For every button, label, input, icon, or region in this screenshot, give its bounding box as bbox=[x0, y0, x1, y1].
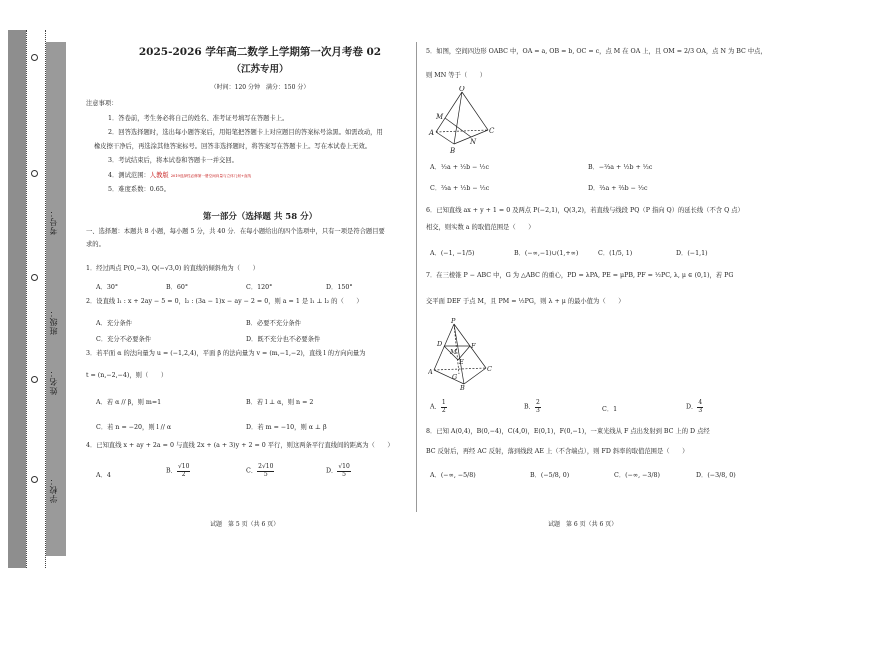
label-d: D bbox=[437, 340, 443, 348]
question-6b: 相交，则实数 a 的取值范围是（ ） bbox=[426, 224, 535, 231]
q4-option-c: C． $\frac{2√10}{5}$ bbox=[246, 463, 274, 478]
edge-oc bbox=[462, 92, 488, 130]
edge-ab bbox=[434, 370, 464, 384]
q6-option-b: B．(−∞,−1)∪(1,+∞) bbox=[514, 250, 579, 257]
q5-option-a: A．½a + ½b − ½c bbox=[430, 164, 490, 171]
q3-option-a: A．若 α // β，则 m=1 bbox=[96, 399, 162, 406]
label-a: A bbox=[429, 129, 435, 137]
frac-den: 2 bbox=[441, 406, 446, 414]
binding-strip-gray bbox=[8, 30, 26, 568]
question-5: 5．如图，空间四边形 OABC 中，OA = a, OB = b, OC = c，点 M 在 OA 上，且 OM = 2/3 OA，点 N 为 BC 中点， bbox=[426, 48, 767, 55]
label-m: M bbox=[436, 113, 444, 121]
binding-label-banji: 班级： bbox=[49, 308, 58, 335]
label-e: E bbox=[459, 358, 464, 366]
edge-ob bbox=[454, 92, 462, 144]
section1-intro bbox=[86, 228, 412, 249]
notes-heading: 注意事项： bbox=[86, 100, 118, 107]
frac bbox=[697, 400, 703, 414]
q6-option-a: A．(−1, −1/5) bbox=[430, 250, 475, 257]
label-g: G bbox=[452, 373, 458, 381]
q7-option-b bbox=[524, 400, 541, 414]
label-a: A bbox=[428, 368, 433, 376]
frac-num: 1 bbox=[441, 399, 446, 406]
frac-den: 5 bbox=[263, 470, 268, 478]
q7-option-d bbox=[686, 400, 703, 414]
binding-label-xuexiao: 学校： bbox=[49, 476, 58, 503]
exam-title: 2025-2026 学年高二数学上学期第一次月考卷 02 bbox=[138, 46, 382, 58]
q1-option-a: A．30° bbox=[96, 284, 119, 291]
frac-num: √10 bbox=[177, 463, 190, 470]
label-c: C bbox=[489, 127, 495, 135]
label-b: B bbox=[460, 384, 465, 390]
question-4: 4．已知直线 x + ay + 2a = 0 与直线 2x + (a + 3)y + 2 = 0 平行，则这两条平行直线间的距离为（ ） bbox=[86, 442, 394, 449]
q1-option-d: D．150° bbox=[326, 284, 353, 291]
q7-option-a-label: A． bbox=[430, 403, 441, 411]
note-2: 2．回答选择题时，选出每小题答案后，用铅笔把答题卡上对应题目的答案标号涂黑。如需改动，用 bbox=[108, 129, 383, 136]
frac-den: 2 bbox=[181, 470, 186, 478]
q2-option-c: C．充分不必要条件 bbox=[96, 336, 152, 343]
q7-option-b-label: B． bbox=[524, 403, 535, 411]
edge-ab bbox=[436, 132, 454, 144]
tetrahedron-figure-1 bbox=[428, 86, 500, 156]
label-f: F bbox=[471, 342, 476, 350]
binding-hole bbox=[31, 274, 38, 281]
q2-option-d: D．既不充分也不必要条件 bbox=[246, 336, 321, 343]
frac-den: 5 bbox=[342, 470, 346, 478]
frac bbox=[257, 464, 274, 478]
note-4-label: 4．测试范围： bbox=[108, 171, 150, 179]
part1-title: 第一部分（选择题 共 58 分） bbox=[202, 212, 318, 222]
q2-option-a: A．充分条件 bbox=[96, 320, 133, 327]
exam-meta: （时间：120 分钟 满分：150 分） bbox=[210, 84, 310, 91]
note-5: 5．难度系数：0.65。 bbox=[108, 186, 171, 193]
section1-intro-line2: 求的。 bbox=[86, 240, 105, 248]
q4-option-d: D． $\frac{√10}{5}$ bbox=[326, 463, 350, 478]
binding-hole bbox=[31, 54, 38, 61]
note-4-red: 人教版 bbox=[149, 171, 169, 179]
question-2: 2．设直线 l₁ : x + 2ay − 5 = 0，l₂ : (3a − 1)x − ay − 2 = 0，则 a = 1 是 l₁ ⊥ l₂ 的（ ） bbox=[86, 298, 363, 305]
edge-oa bbox=[436, 92, 462, 132]
q8-option-c: C．(−∞, −3/8) bbox=[614, 472, 660, 479]
q5-option-d: D．⅔a + ⅔b − ½c bbox=[588, 185, 648, 192]
label-c: C bbox=[487, 365, 492, 373]
q6-option-c: C．(1/5, 1) bbox=[598, 250, 633, 257]
notes-block bbox=[86, 100, 408, 195]
question-8: 8．已知 A(0,4)，B(0,−4)，C(4,0)，E(0,1)，F(0,−1)，一束光线从 F 点出发射到 BC 上的 D 点经 bbox=[426, 428, 710, 435]
edge-bc bbox=[464, 368, 486, 384]
frac-den: 3 bbox=[535, 406, 540, 414]
segment-mn bbox=[445, 118, 471, 137]
label-m: M bbox=[450, 348, 457, 356]
label-b: B bbox=[450, 147, 456, 155]
section1-intro-line1: 一、选择题：本题共 8 小题，每小题 5 分，共 40 分．在每小题给出的四个选项中，只有一项是符合题目要 bbox=[86, 228, 385, 235]
note-3: 3．考试结束后，将本试卷和答题卡一并交回。 bbox=[108, 157, 238, 164]
note-4-tail: 2019选择性必修第一册空间向量与立体几何+直线 bbox=[170, 173, 252, 178]
q1-option-b: B．60° bbox=[166, 284, 189, 291]
q7-option-c: C．1 bbox=[602, 406, 618, 413]
q4-option-b: B． $\frac{√10}{2}$ bbox=[166, 463, 190, 478]
left-footer: 试题 第 5 页（共 6 页） bbox=[210, 521, 280, 528]
q7-option-d-label: D． bbox=[686, 403, 698, 411]
q3-option-c: C．若 n = −20，则 l // α bbox=[96, 424, 172, 431]
q4-option-a: A．4 bbox=[96, 472, 111, 479]
right-footer: 试题 第 6 页（共 6 页） bbox=[548, 521, 618, 528]
tetrahedron-figure-2 bbox=[428, 318, 494, 390]
question-8b: BC 反射后，再经 AC 反射，落到线段 AE 上（不含端点），则 FD 斜率的取值范围是（ ） bbox=[426, 448, 689, 455]
frac-num: 4 bbox=[698, 399, 703, 406]
note-2b: 橡皮擦干净后，再选涂其他答案标号。回答非选择题时，将答案写在答题卡上。写在本试卷上无效。 bbox=[94, 142, 372, 150]
binding-hole bbox=[31, 170, 38, 177]
label-n: N bbox=[470, 138, 477, 146]
binding-strip bbox=[4, 30, 66, 568]
label-o: O bbox=[459, 86, 465, 93]
q1-option-c: C．120° bbox=[246, 284, 273, 291]
q8-option-a: A．(−∞, −5/8) bbox=[430, 472, 476, 479]
frac bbox=[535, 400, 541, 414]
q6-option-d: D．(−1,1) bbox=[676, 250, 708, 257]
question-3b: t = (n,−2,−4)，则（ ） bbox=[86, 372, 168, 379]
question-5b: 则 MN 等于（ ） bbox=[426, 72, 487, 79]
q3-option-d: D．若 m = −10，则 α ⊥ β bbox=[246, 424, 327, 431]
binding-label-xingming: 姓名： bbox=[49, 368, 58, 395]
q8-option-b: B．(−5/8, 0) bbox=[530, 472, 570, 479]
binding-label-kaohao: 考号： bbox=[49, 208, 58, 235]
frac bbox=[337, 464, 350, 478]
edge-ac bbox=[434, 368, 486, 370]
note-4 bbox=[86, 172, 408, 181]
page-divider bbox=[416, 42, 417, 512]
binding-hole bbox=[31, 376, 38, 383]
question-3: 3．若平面 α 的法向量为 u = (−1,2,4)，平面 β 的法向量为 v = (m,−1,−2)，直线 l 的方向向量为 bbox=[86, 350, 366, 357]
binding-strip-dotted bbox=[26, 30, 46, 568]
frac-num: 2√10 bbox=[258, 463, 274, 470]
label-p: P bbox=[451, 318, 456, 325]
exam-subtitle: （江苏专用） bbox=[231, 64, 289, 75]
frac-den: 3 bbox=[698, 406, 703, 414]
q5-option-b: B．−⅔a + ½b + ½c bbox=[588, 164, 653, 171]
frac-num: 2 bbox=[535, 399, 540, 406]
question-6: 6．已知直线 ax + y + 1 = 0 及两点 P(−2,1)，Q(3,2)，若直线与线段 PQ（P 指向 Q）的延长线（不含 Q 点） bbox=[426, 207, 744, 214]
frac bbox=[177, 464, 190, 478]
q8-option-d: D．(−3/8, 0) bbox=[696, 472, 736, 479]
question-7: 7．在三棱锥 P − ABC 中，G 为 △ABC 的重心，PD = λPA, PE = μPB, PF = ½PC, λ, μ ∈ (0,1)，若 PG bbox=[426, 272, 734, 279]
question-1: 1．经过两点 P(0,−3), Q(−√3,0) 的直线的倾斜角为（ ） bbox=[86, 265, 259, 272]
q3-option-b: B．若 l ⊥ α，则 n = 2 bbox=[246, 399, 314, 406]
q2-option-b: B．必要不充分条件 bbox=[246, 320, 302, 327]
note-1: 1．答卷前，考生务必将自己的姓名、准考证号填写在答题卡上。 bbox=[108, 114, 289, 122]
q7-option-a bbox=[430, 400, 447, 414]
binding-hole bbox=[31, 476, 38, 483]
q5-option-c: C．⅔a + ½b − ½c bbox=[430, 185, 490, 192]
question-7b: 交平面 DEF 于点 M，且 PM = ½PG，则 λ + μ 的最小值为（ ） bbox=[426, 298, 625, 305]
frac bbox=[441, 400, 447, 414]
frac-num: √10 bbox=[338, 463, 350, 470]
